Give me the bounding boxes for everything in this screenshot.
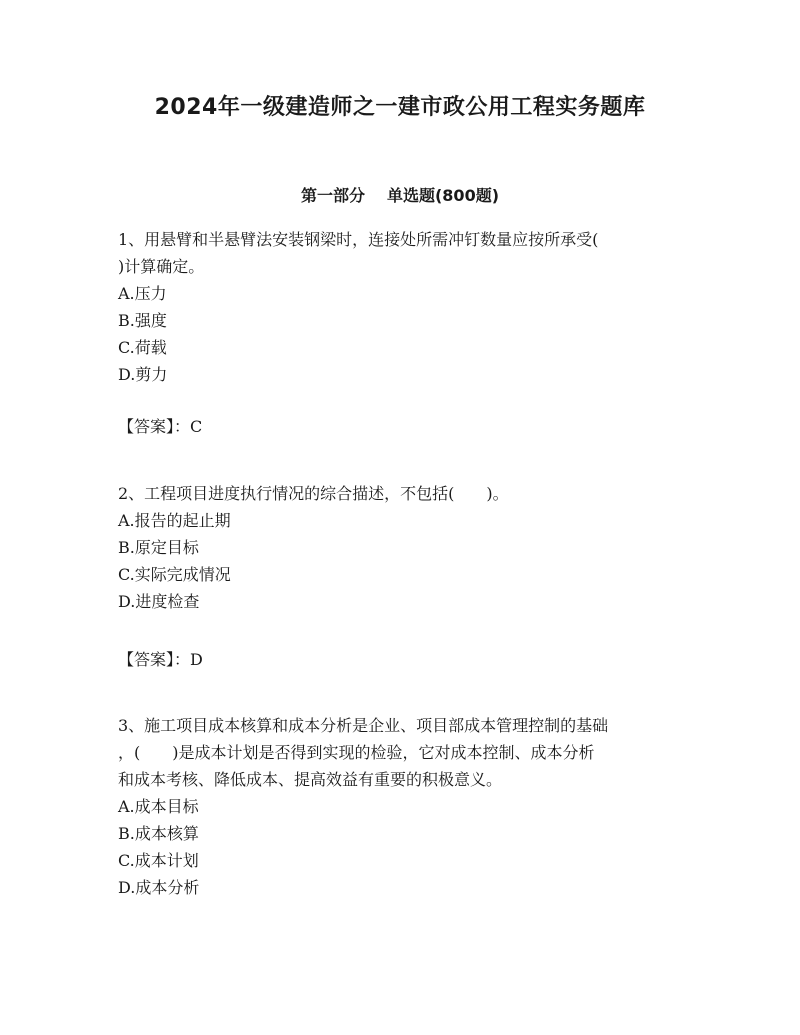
option-b: B.成本核算	[118, 824, 199, 843]
answer-label: 【答案】：	[118, 650, 191, 669]
option-d: D.进度检查	[118, 592, 200, 611]
option-b: B.强度	[118, 311, 167, 330]
answer-1	[118, 413, 202, 440]
question-stem: )计算确定。	[118, 257, 205, 276]
document-title: 2024年一级建造师之一建市政公用工程实务题库	[154, 95, 646, 120]
option-a: A.成本目标	[118, 797, 199, 816]
question-stem: 和成本考核、降低成本、提高效益有重要的积极意义。	[118, 770, 503, 789]
question-stem: 3、施工项目成本核算和成本分析是企业、项目部成本管理控制的基础	[118, 716, 609, 735]
option-c: C.荷载	[118, 338, 167, 357]
section-title: 第一部分	[300, 186, 365, 205]
section-heading	[0, 184, 800, 208]
option-d: D.剪力	[118, 365, 168, 384]
question-stem: 2、工程项目进度执行情况的综合描述，不包括( )。	[118, 484, 509, 503]
option-c: C.成本计划	[118, 851, 199, 870]
answer-value: D	[190, 650, 203, 669]
question-stem: ，( )是成本计划是否得到实现的检验，它对成本控制、成本分析	[118, 743, 595, 762]
option-d: D.成本分析	[118, 878, 200, 897]
option-a: A.报告的起止期	[118, 511, 231, 530]
answer-label: 【答案】：	[118, 417, 191, 436]
option-c: C.实际完成情况	[118, 565, 231, 584]
question-stem: 1、用悬臂和半悬臂法安装钢梁时，连接处所需冲钉数量应按所承受(	[118, 230, 599, 249]
option-a: A.压力	[118, 284, 167, 303]
question-1	[118, 226, 684, 388]
question-3	[118, 712, 684, 901]
answer-2	[118, 646, 203, 673]
option-b: B.原定目标	[118, 538, 199, 557]
question-2	[118, 480, 684, 615]
answer-value: C	[190, 417, 203, 436]
section-subtitle: 单选题(800题)	[386, 186, 500, 205]
